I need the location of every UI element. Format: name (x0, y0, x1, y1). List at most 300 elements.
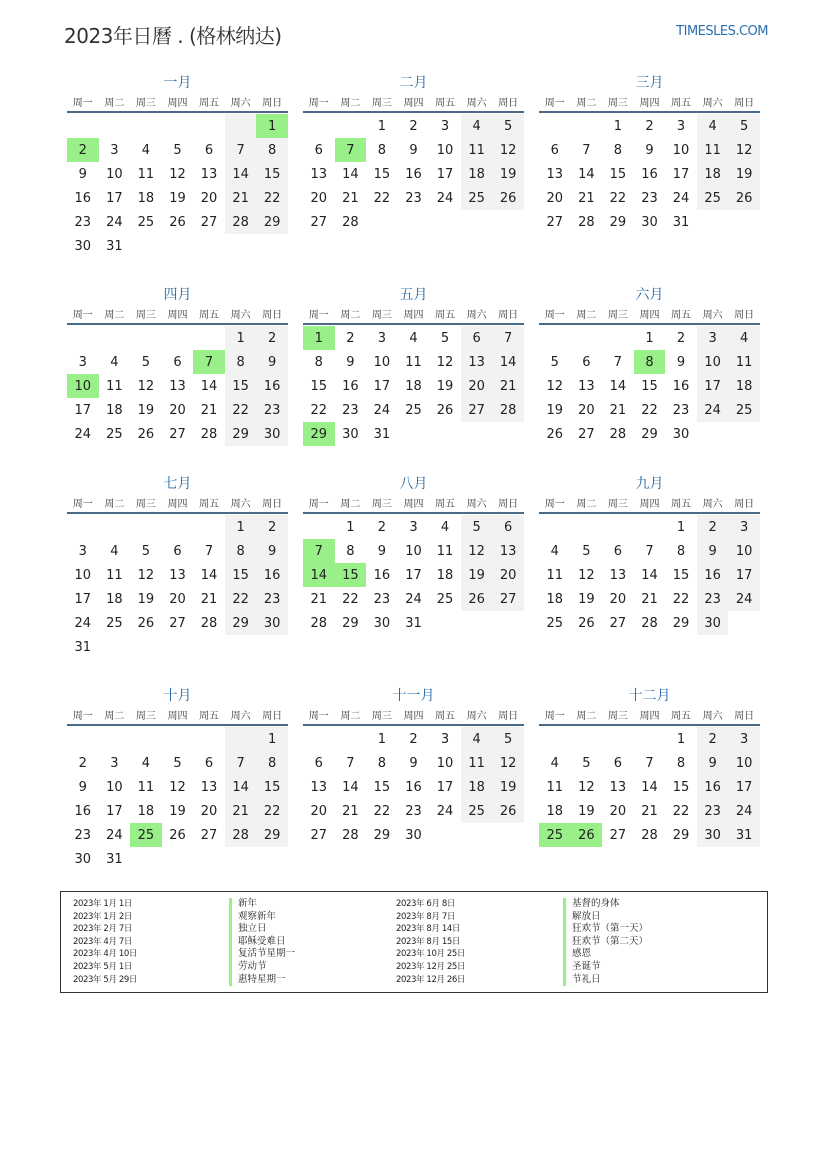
day-cell: 11 (405, 354, 422, 370)
day-cell: 23 (697, 799, 729, 823)
day-cell: 17 (74, 591, 92, 607)
day-cell: 8 (676, 543, 686, 559)
day-cell: 5 (550, 354, 559, 370)
day-grid (67, 325, 288, 446)
day-cell: 26 (137, 615, 155, 631)
day-cell: 12 (137, 567, 155, 583)
legend-date: 2023年 8月 15日 (396, 936, 460, 947)
day-cell: 14 (225, 162, 257, 186)
legend-holiday-name: 感恩 (563, 948, 648, 961)
day-cell: 22 (609, 190, 627, 206)
empty-cell (539, 515, 571, 539)
weekday-header (539, 97, 760, 113)
day-cell: 21 (492, 374, 524, 398)
day-cell: 5 (141, 543, 151, 559)
day-cell: 3 (440, 118, 450, 134)
day-cell: 29 (225, 422, 257, 446)
weekday-label: 周日 (262, 499, 283, 510)
day-cell: 29 (342, 615, 359, 631)
day-cell: 20 (200, 803, 218, 819)
day-cell: 26 (492, 799, 524, 823)
day-cell: 16 (672, 378, 690, 394)
day-grid (303, 113, 524, 234)
day-cell: 28 (492, 398, 524, 422)
day-cell: 27 (546, 214, 564, 230)
weekday-label: 周五 (199, 310, 220, 321)
holiday-day-cell: 25 (539, 823, 571, 847)
page-title: 2023年日曆 . (格林纳达) (64, 24, 282, 48)
weekday-label: 周日 (262, 711, 283, 722)
day-cell: 14 (200, 378, 218, 394)
empty-cell (162, 515, 194, 539)
day-cell: 10 (106, 166, 123, 182)
holiday-day-cell: 7 (335, 138, 367, 162)
day-cell: 30 (697, 823, 729, 847)
weekday-label: 周三 (607, 499, 628, 510)
day-cell: 12 (578, 779, 595, 795)
empty-cell (162, 326, 194, 350)
day-cell: 17 (405, 567, 422, 583)
day-cell: 22 (672, 591, 690, 607)
day-cell: 24 (74, 615, 92, 631)
day-cell: 17 (728, 775, 760, 799)
day-cell: 27 (461, 398, 493, 422)
month-name: 六月 (635, 287, 664, 303)
day-cell: 7 (645, 755, 654, 771)
day-cell: 15 (225, 374, 257, 398)
day-cell: 24 (106, 214, 123, 230)
day-cell: 2 (409, 731, 418, 747)
day-cell: 13 (169, 567, 186, 583)
weekday-label: 周四 (167, 711, 188, 722)
day-cell: 1 (256, 727, 288, 751)
day-cell: 14 (578, 166, 595, 182)
month-name: 二月 (399, 75, 428, 91)
day-cell: 6 (582, 354, 591, 370)
day-cell: 16 (405, 779, 422, 795)
weekday-label: 周一 (72, 98, 93, 109)
holiday-day-cell: 14 (303, 563, 335, 587)
day-cell: 27 (609, 827, 627, 843)
legend-date: 2023年 5月 29日 (73, 974, 137, 985)
holiday-day-cell: 15 (335, 563, 367, 587)
day-cell: 2 (697, 727, 729, 751)
weekday-label: 周四 (403, 499, 424, 510)
day-cell: 8 (377, 142, 387, 158)
day-cell: 30 (256, 611, 288, 635)
day-cell: 20 (310, 803, 328, 819)
weekday-header (539, 309, 760, 325)
day-cell: 7 (225, 138, 257, 162)
day-cell: 19 (492, 775, 524, 799)
legend-date: 2023年 12月 25日 (396, 961, 465, 972)
day-cell: 23 (405, 190, 422, 206)
weekday-label: 周五 (671, 711, 692, 722)
empty-cell (303, 114, 335, 138)
day-cell: 11 (106, 567, 123, 583)
legend-holiday-name: 观察新年 (229, 911, 295, 924)
day-grid (539, 726, 760, 847)
day-cell: 4 (141, 142, 151, 158)
weekday-label: 周一 (308, 499, 329, 510)
day-cell: 23 (342, 402, 359, 418)
day-cell: 29 (256, 823, 288, 847)
day-cell: 9 (676, 354, 686, 370)
day-cell: 17 (697, 374, 729, 398)
holiday-day-cell: 25 (130, 823, 162, 847)
day-cell: 6 (314, 142, 323, 158)
weekday-label: 周三 (135, 711, 156, 722)
day-cell: 11 (137, 166, 155, 182)
day-cell: 25 (137, 214, 155, 230)
holiday-day-cell: 7 (193, 350, 225, 374)
day-cell: 26 (492, 186, 524, 210)
day-cell: 15 (310, 378, 328, 394)
day-cell: 26 (578, 615, 595, 631)
weekday-label: 周二 (104, 499, 125, 510)
weekday-label: 周四 (167, 98, 188, 109)
day-cell: 18 (405, 378, 422, 394)
legend-holiday-name: 狂欢节（第二天） (563, 936, 648, 949)
day-cell: 8 (256, 751, 288, 775)
day-cell: 29 (225, 611, 257, 635)
weekday-label: 周五 (199, 499, 220, 510)
weekday-label: 周三 (607, 98, 628, 109)
day-cell: 26 (728, 186, 760, 210)
day-cell: 3 (409, 519, 418, 535)
day-cell: 13 (461, 350, 493, 374)
day-cell: 25 (728, 398, 760, 422)
day-cell: 9 (409, 142, 418, 158)
day-cell: 10 (697, 350, 729, 374)
weekday-label: 周六 (466, 310, 487, 321)
day-cell: 28 (342, 827, 359, 843)
month-name: 八月 (399, 476, 428, 492)
day-cell: 30 (672, 426, 690, 442)
empty-cell (539, 727, 571, 751)
day-cell: 26 (169, 827, 186, 843)
weekday-label: 周日 (498, 98, 519, 109)
day-cell: 25 (436, 591, 454, 607)
day-cell: 1 (377, 731, 387, 747)
day-cell: 2 (697, 515, 729, 539)
empty-cell (99, 727, 131, 751)
day-cell: 6 (173, 354, 182, 370)
day-cell: 28 (609, 426, 627, 442)
day-grid (67, 726, 288, 871)
day-cell: 4 (110, 354, 119, 370)
day-cell: 13 (200, 166, 218, 182)
day-cell: 10 (436, 755, 454, 771)
day-cell: 20 (609, 591, 627, 607)
day-cell: 23 (74, 827, 92, 843)
weekday-label: 周五 (435, 98, 456, 109)
day-cell: 9 (78, 166, 87, 182)
weekday-label: 周日 (734, 310, 755, 321)
day-cell: 14 (641, 779, 658, 795)
holiday-legend (60, 891, 768, 993)
day-cell: 5 (492, 114, 524, 138)
month-name: 十二月 (628, 688, 671, 704)
day-cell: 11 (137, 779, 155, 795)
weekday-label: 周三 (371, 711, 392, 722)
day-cell: 8 (314, 354, 323, 370)
day-cell: 16 (405, 166, 422, 182)
weekday-header (67, 710, 288, 726)
weekday-label: 周一 (72, 711, 93, 722)
weekday-label: 周二 (576, 711, 597, 722)
day-cell: 7 (492, 326, 524, 350)
day-cell: 2 (346, 330, 355, 346)
day-cell: 5 (141, 354, 151, 370)
day-cell: 22 (310, 402, 328, 418)
weekday-label: 周二 (576, 499, 597, 510)
legend-date: 2023年 5月 1日 (73, 961, 132, 972)
day-cell: 2 (645, 118, 654, 134)
day-grid (539, 325, 760, 446)
day-cell: 9 (256, 539, 288, 563)
day-cell: 19 (169, 803, 186, 819)
day-cell: 18 (546, 591, 564, 607)
empty-cell (193, 114, 225, 138)
empty-cell (602, 326, 634, 350)
day-cell: 25 (461, 186, 493, 210)
month-block (67, 285, 288, 446)
legend-holiday-name: 独立日 (229, 923, 295, 936)
day-cell: 16 (74, 190, 92, 206)
weekday-header (303, 498, 524, 514)
day-cell: 12 (169, 166, 186, 182)
day-cell: 1 (613, 118, 623, 134)
day-cell: 28 (578, 214, 595, 230)
day-cell: 27 (492, 587, 524, 611)
day-cell: 2 (409, 118, 418, 134)
day-cell: 5 (173, 142, 182, 158)
day-cell: 28 (641, 827, 658, 843)
weekday-label: 周五 (435, 310, 456, 321)
day-cell: 1 (225, 515, 257, 539)
legend-holiday-name: 节礼日 (563, 974, 648, 987)
day-cell: 23 (405, 803, 422, 819)
weekday-header (67, 309, 288, 325)
day-cell: 11 (461, 138, 493, 162)
empty-cell (602, 515, 634, 539)
day-cell: 7 (225, 751, 257, 775)
legend-date: 2023年 6月 8日 (396, 899, 455, 909)
day-grid (303, 325, 524, 446)
day-cell: 29 (256, 210, 288, 234)
day-cell: 10 (373, 354, 391, 370)
month-name: 五月 (399, 287, 428, 303)
weekday-label: 周二 (576, 98, 597, 109)
day-cell: 24 (728, 587, 760, 611)
weekday-label: 周五 (435, 711, 456, 722)
day-cell: 22 (672, 803, 690, 819)
day-cell: 22 (225, 398, 257, 422)
day-cell: 26 (461, 587, 493, 611)
day-cell: 13 (492, 539, 524, 563)
day-cell: 4 (110, 543, 119, 559)
weekday-label: 周一 (544, 310, 565, 321)
day-cell: 12 (546, 378, 564, 394)
weekday-label: 周日 (734, 711, 755, 722)
weekday-label: 周日 (734, 499, 755, 510)
day-cell: 23 (697, 587, 729, 611)
day-cell: 21 (641, 591, 658, 607)
weekday-label: 周二 (104, 310, 125, 321)
day-cell: 19 (728, 162, 760, 186)
empty-cell (335, 727, 367, 751)
day-cell: 23 (641, 190, 658, 206)
day-cell: 1 (676, 519, 686, 535)
day-cell: 31 (106, 851, 123, 867)
day-cell: 25 (697, 186, 729, 210)
day-cell: 14 (342, 166, 359, 182)
day-cell: 24 (436, 803, 454, 819)
weekday-label: 周二 (340, 499, 361, 510)
day-cell: 1 (377, 118, 387, 134)
day-cell: 22 (256, 186, 288, 210)
legend-holiday-name: 劳动节 (229, 961, 295, 974)
site-brand-link[interactable]: TIMESLES.COM (676, 24, 768, 39)
month-name: 一月 (163, 75, 192, 91)
day-cell: 16 (256, 563, 288, 587)
empty-cell (99, 114, 131, 138)
day-cell: 22 (373, 803, 391, 819)
day-cell: 18 (461, 775, 493, 799)
day-cell: 6 (204, 142, 214, 158)
day-cell: 10 (106, 779, 123, 795)
day-cell: 15 (256, 162, 288, 186)
day-cell: 28 (225, 823, 257, 847)
holiday-day-cell: 29 (303, 422, 335, 446)
month-name: 七月 (163, 476, 192, 492)
day-cell: 4 (440, 519, 450, 535)
day-cell: 18 (436, 567, 454, 583)
day-cell: 23 (256, 587, 288, 611)
day-cell: 7 (346, 755, 355, 771)
day-cell: 19 (137, 402, 155, 418)
weekday-label: 周四 (167, 499, 188, 510)
legend-holiday-name: 圣诞节 (563, 961, 648, 974)
day-cell: 16 (256, 374, 288, 398)
legend-date: 2023年 8月 7日 (396, 911, 455, 922)
empty-cell (162, 114, 194, 138)
day-cell: 5 (582, 543, 591, 559)
day-cell: 30 (74, 238, 92, 254)
weekday-label: 周日 (262, 310, 283, 321)
day-cell: 20 (310, 190, 328, 206)
day-grid (67, 514, 288, 659)
day-cell: 1 (346, 519, 355, 535)
day-cell: 31 (405, 615, 422, 631)
weekday-label: 周五 (671, 499, 692, 510)
day-cell: 25 (106, 615, 123, 631)
day-cell: 22 (373, 190, 391, 206)
weekday-label: 周日 (734, 98, 755, 109)
day-grid (303, 726, 524, 847)
legend-date: 2023年 12月 26日 (396, 974, 465, 985)
weekday-label: 周一 (308, 711, 329, 722)
weekday-label: 周六 (466, 711, 487, 722)
day-cell: 9 (78, 779, 87, 795)
day-cell: 10 (74, 567, 92, 583)
month-block (303, 474, 524, 635)
empty-cell (193, 326, 225, 350)
day-cell: 10 (672, 142, 690, 158)
day-cell: 16 (697, 775, 729, 799)
day-cell: 13 (546, 166, 564, 182)
legend-dates-left (73, 898, 137, 986)
day-cell: 28 (225, 210, 257, 234)
weekday-header (303, 710, 524, 726)
day-cell: 15 (256, 775, 288, 799)
day-cell: 7 (582, 142, 591, 158)
day-cell: 10 (405, 543, 422, 559)
weekday-label: 周一 (72, 310, 93, 321)
day-cell: 26 (546, 426, 564, 442)
empty-cell (99, 515, 131, 539)
day-cell: 14 (342, 779, 359, 795)
holiday-day-cell: 2 (67, 138, 99, 162)
day-cell: 4 (409, 330, 418, 346)
empty-cell (571, 114, 603, 138)
day-cell: 21 (225, 799, 257, 823)
weekday-label: 周二 (340, 310, 361, 321)
weekday-label: 周一 (544, 711, 565, 722)
day-cell: 18 (106, 402, 123, 418)
day-cell: 29 (609, 214, 627, 230)
month-block (303, 686, 524, 847)
day-cell: 15 (225, 563, 257, 587)
day-grid (303, 514, 524, 635)
weekday-label: 周一 (544, 98, 565, 109)
month-name: 十一月 (392, 688, 435, 704)
weekday-label: 周六 (702, 310, 723, 321)
day-cell: 2 (256, 515, 288, 539)
weekday-label: 周三 (135, 499, 156, 510)
empty-cell (99, 326, 131, 350)
day-cell: 8 (225, 350, 257, 374)
day-cell: 13 (310, 166, 328, 182)
weekday-label: 周四 (639, 499, 660, 510)
day-cell: 5 (461, 515, 493, 539)
day-cell: 2 (78, 755, 87, 771)
empty-cell (225, 114, 257, 138)
day-cell: 2 (676, 330, 686, 346)
day-cell: 10 (728, 751, 760, 775)
day-cell: 17 (106, 190, 123, 206)
holiday-day-cell: 10 (67, 374, 99, 398)
day-cell: 10 (728, 539, 760, 563)
day-cell: 5 (582, 755, 591, 771)
day-grid (539, 113, 760, 234)
weekday-label: 周五 (671, 310, 692, 321)
day-cell: 16 (342, 378, 359, 394)
day-cell: 20 (169, 591, 186, 607)
day-cell: 13 (310, 779, 328, 795)
day-cell: 1 (225, 326, 257, 350)
weekday-label: 周六 (466, 499, 487, 510)
day-cell: 24 (106, 827, 123, 843)
weekday-label: 周一 (72, 499, 93, 510)
day-cell: 13 (578, 378, 595, 394)
holiday-day-cell: 8 (634, 350, 666, 374)
day-cell: 21 (225, 186, 257, 210)
day-cell: 28 (641, 615, 658, 631)
day-cell: 25 (106, 426, 123, 442)
weekday-label: 周六 (230, 711, 251, 722)
